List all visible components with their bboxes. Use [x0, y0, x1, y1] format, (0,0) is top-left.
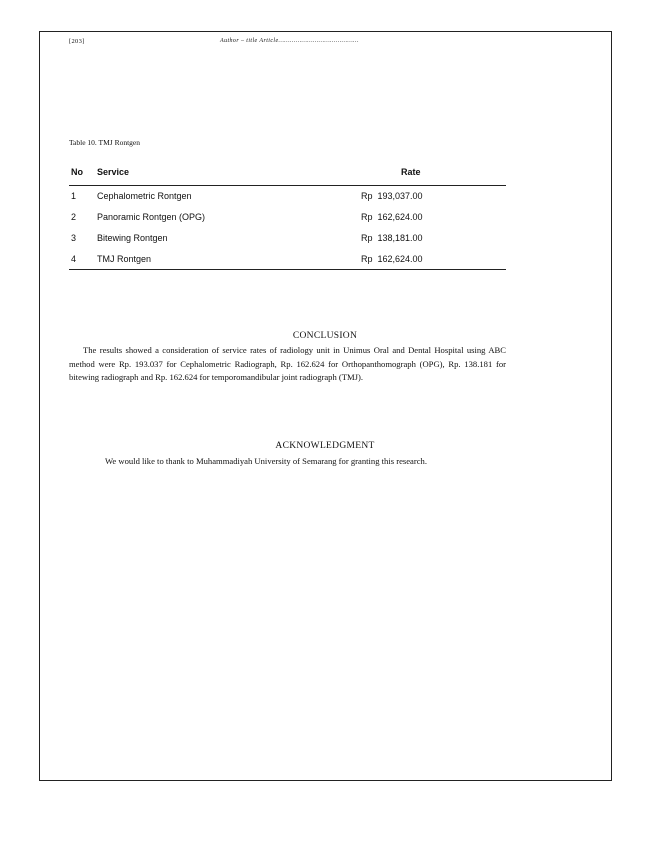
acknowledgment-body: We would like to thank to Muhammadiyah University of Semarang for granting this research.: [105, 456, 427, 466]
column-header-service: Service: [97, 167, 130, 177]
row-service: Cephalometric Rontgen: [97, 191, 192, 202]
row-service: Bitewing Rontgen: [97, 233, 168, 243]
column-header-no: No: [71, 167, 83, 177]
table-row: [69, 207, 506, 228]
row-rate: Rp 162,624.00: [361, 253, 423, 264]
row-rate: Rp 138,181.00: [361, 233, 423, 243]
row-rate: Rp 193,037.00: [361, 191, 423, 202]
row-service: TMJ Rontgen: [97, 253, 152, 264]
running-head: Author – title Article……………………………………: [220, 38, 359, 44]
row-no: 4: [71, 253, 77, 264]
row-rate: Rp 162,624.00: [361, 212, 423, 222]
column-header-rate: Rate: [401, 167, 421, 177]
row-service: Panoramic Rontgen (OPG): [97, 212, 206, 222]
table-header-row: [69, 165, 506, 186]
table-row: [69, 249, 506, 270]
row-no: 1: [71, 191, 77, 202]
page-number: [203]: [69, 38, 85, 45]
row-no: 3: [71, 233, 77, 243]
table-caption: Table 10. TMJ Rontgen: [69, 138, 140, 147]
table-row: [69, 186, 506, 207]
table-row: [69, 228, 506, 249]
conclusion-heading: CONCLUSION: [292, 331, 358, 341]
conclusion-body: The results showed a consideration of service rates of radiology unit in Unimus Oral and Dental Hospital using ABC method were Rp. 193.037 for Cephalometric Radiograph, Rp. 162.624 for Orthopanthomograph (OPG), Rp. 138.181 for bitewing radiograph and Rp. 162.624 for temporomandibular joint radiograph (TMJ).: [69, 345, 506, 382]
row-no: 2: [71, 212, 77, 222]
acknowledgment-heading: ACKNOWLEDGMENT: [275, 441, 375, 451]
rates-table: [69, 165, 506, 270]
